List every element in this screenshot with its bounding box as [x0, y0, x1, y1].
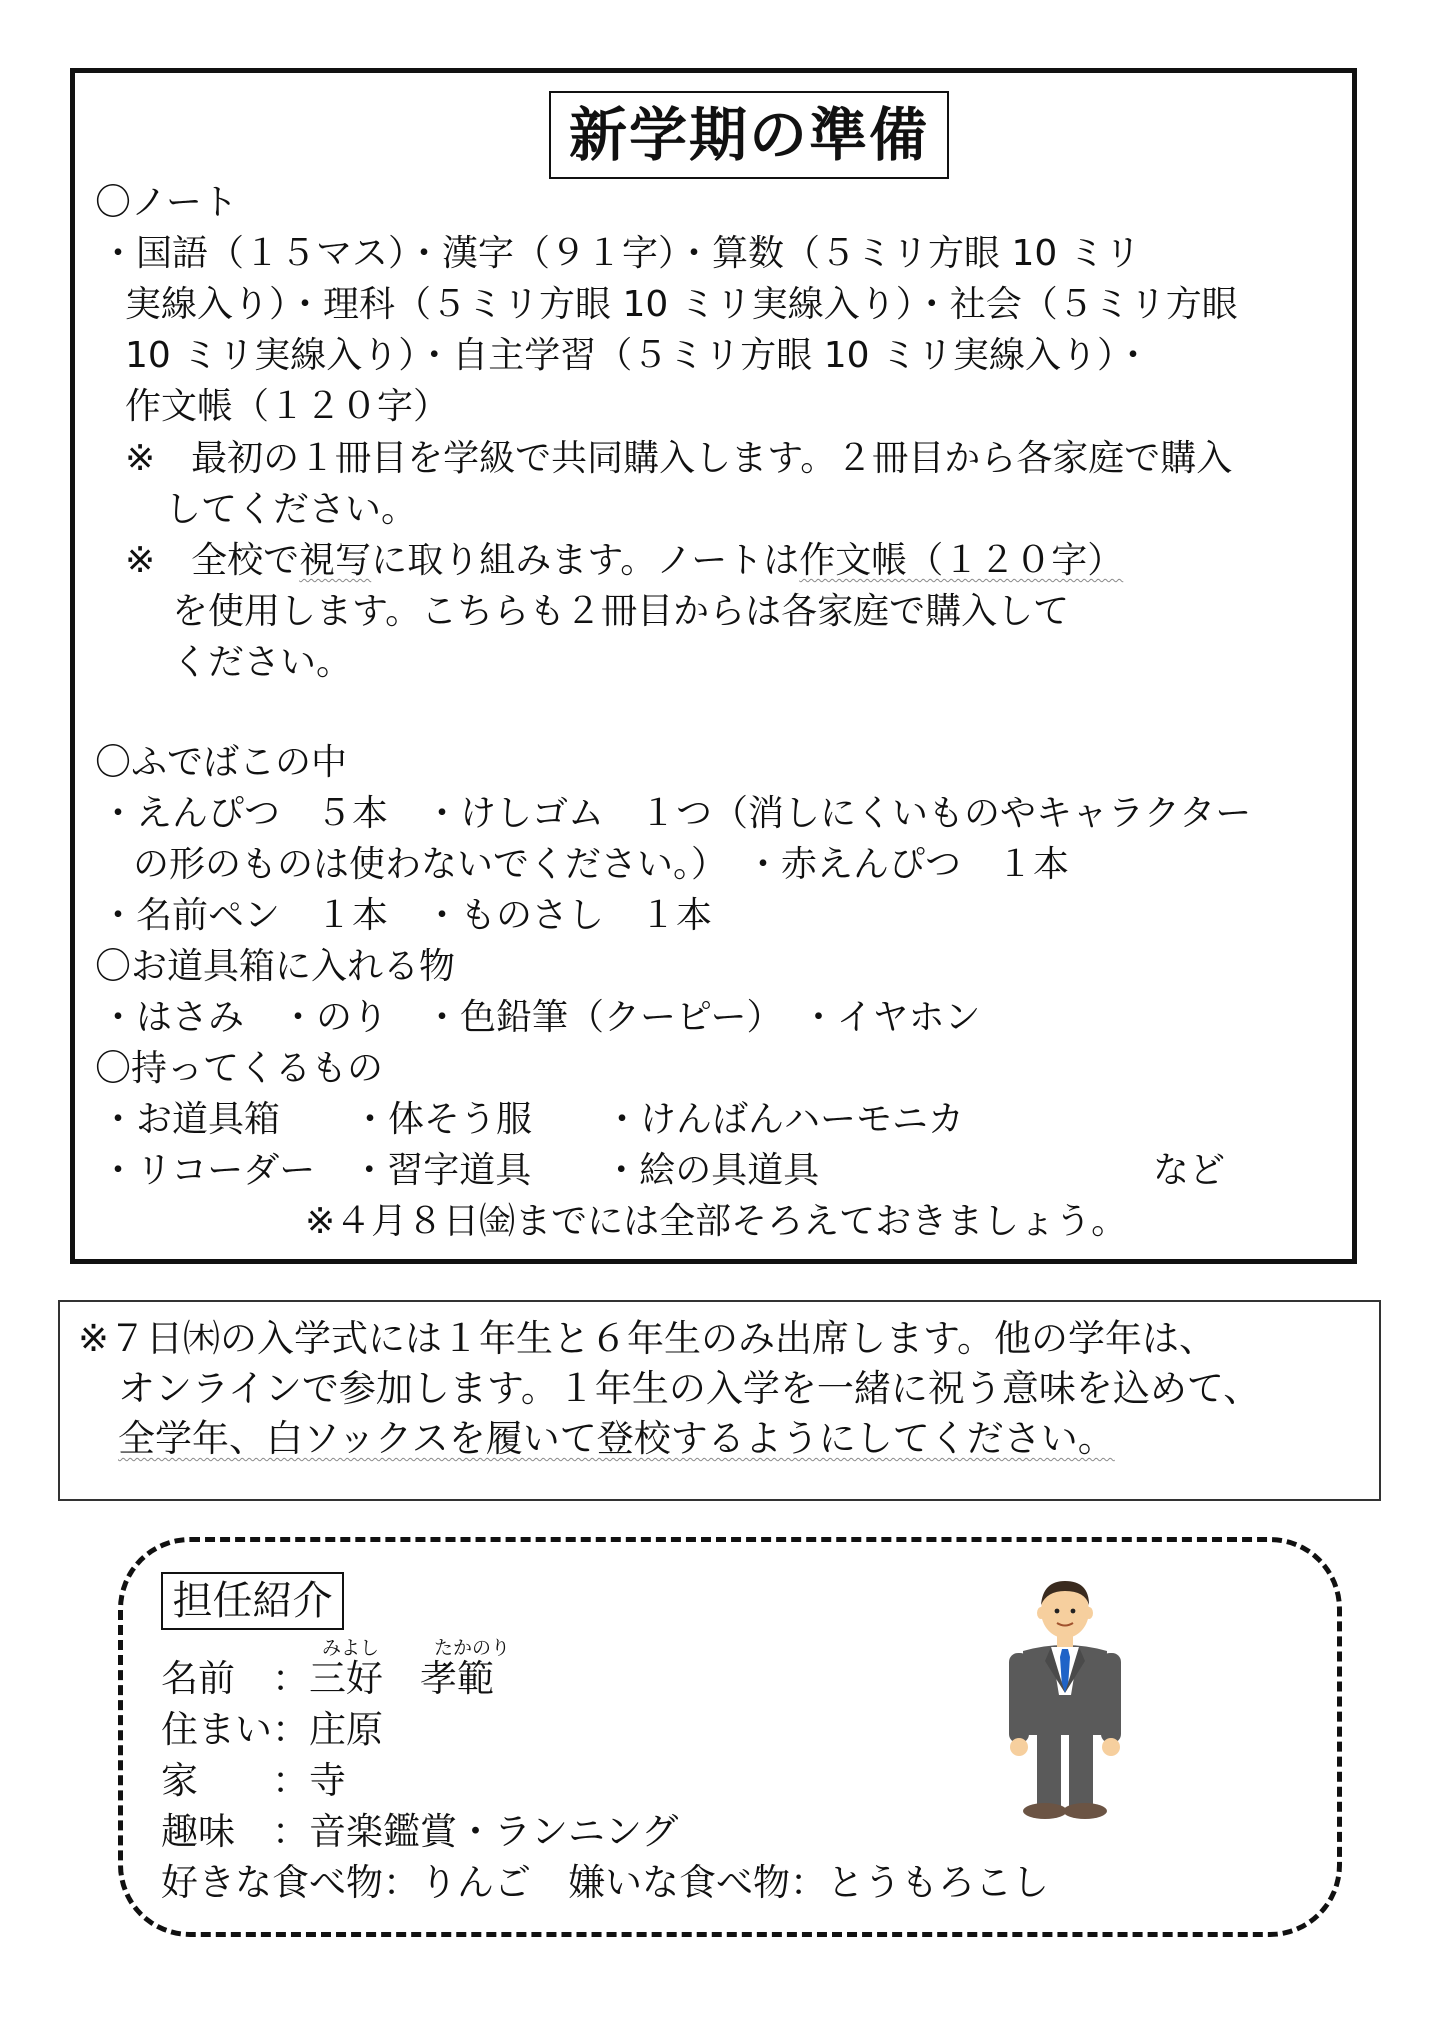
pencil-case-line: ・名前ペン １本 ・ものさし １本: [100, 895, 713, 936]
pencil-case-line: の形のものは使わないでください。） ・赤えんぴつ １本: [133, 844, 1070, 885]
note-line: を使用します。こちらも２冊目からは各家庭で購入して: [172, 591, 1070, 632]
teacher-family-name: 孝範: [420, 1657, 494, 1700]
pencil-case-heading: 〇ふでばこの中: [95, 742, 348, 783]
teacher-given-name: 三好: [309, 1657, 383, 1700]
bring-etc: など: [1153, 1150, 1226, 1191]
page-title: 新学期の準備: [549, 91, 949, 179]
teacher-hobby-line: 趣味 ：音楽鑑賞・ランニング: [161, 1810, 679, 1853]
note-line: ※ 全校で視写に取り組みます。ノートは作文帳（１２０字）: [125, 540, 1124, 581]
teacher-name-line: 名前 ：三好 孝範: [161, 1657, 494, 1700]
toolbox-heading: 〇お道具箱に入れる物: [95, 946, 456, 987]
notebook-line: 実線入り）・理科（５ミリ方眼 10 ミリ実線入り）・社会（５ミリ方眼: [125, 284, 1238, 325]
notebook-heading: 〇ノート: [95, 182, 238, 223]
note-line: ください。: [172, 642, 353, 683]
note-line: してください。: [165, 489, 418, 530]
ruby-given: みよし: [322, 1637, 380, 1659]
note-line: ※ 最初の１冊目を学級で共同購入します。２冊目から各家庭で購入: [125, 438, 1233, 479]
deadline-note: ※４月８日㈮までには全部そろえておきましょう。: [305, 1201, 1128, 1242]
teacher-house-line: 家 ：寺: [161, 1759, 346, 1802]
notebook-line: 作文帳（１２０字）: [125, 386, 450, 427]
ruby-family: たかのり: [434, 1637, 511, 1659]
bring-heading: 〇持ってくるもの: [95, 1048, 384, 1089]
shisha-term: 視写: [299, 540, 372, 581]
teacher-home-line: 住まい：庄原: [161, 1708, 383, 1751]
toolbox-line: ・はさみ ・のり ・色鉛筆（クーピー） ・イヤホン: [100, 997, 981, 1038]
notice-line: ※７日㈭の入学式には１年生と６年生のみ出席します。他の学年は、: [78, 1317, 1217, 1360]
bring-line: ・お道具箱 ・体そう服 ・けんばんハーモニカ: [100, 1099, 965, 1140]
teacher-intro-heading: 担任紹介: [161, 1572, 344, 1630]
notebook-line: 10 ミリ実線入り）・自主学習（５ミリ方眼 10 ミリ実線入り）・: [125, 335, 1151, 376]
bring-line: ・リコーダー ・習字道具 ・絵の具道具: [100, 1150, 820, 1191]
notice-line: オンラインで参加します。１年生の入学を一緒に祝う意味を込めて、: [118, 1367, 1261, 1410]
pencil-case-line: ・えんぴつ ５本 ・けしゴム １つ（消しにくいものやキャラクター: [100, 793, 1252, 834]
notice-line: 全学年、白ソックスを履いて登校するようにしてください。: [118, 1417, 1115, 1460]
teacher-food-line: 好きな食べ物：りんご 嫌いな食べ物：とうもろこし: [161, 1861, 1049, 1904]
sakubunchou-term: 作文帳（１２０字）: [799, 540, 1124, 581]
man-in-suit-icon: [1005, 1575, 1125, 1825]
notebook-line: ・国語（１５マス）・漢字（９１字）・算数（５ミリ方眼 10 ミリ: [100, 233, 1141, 274]
